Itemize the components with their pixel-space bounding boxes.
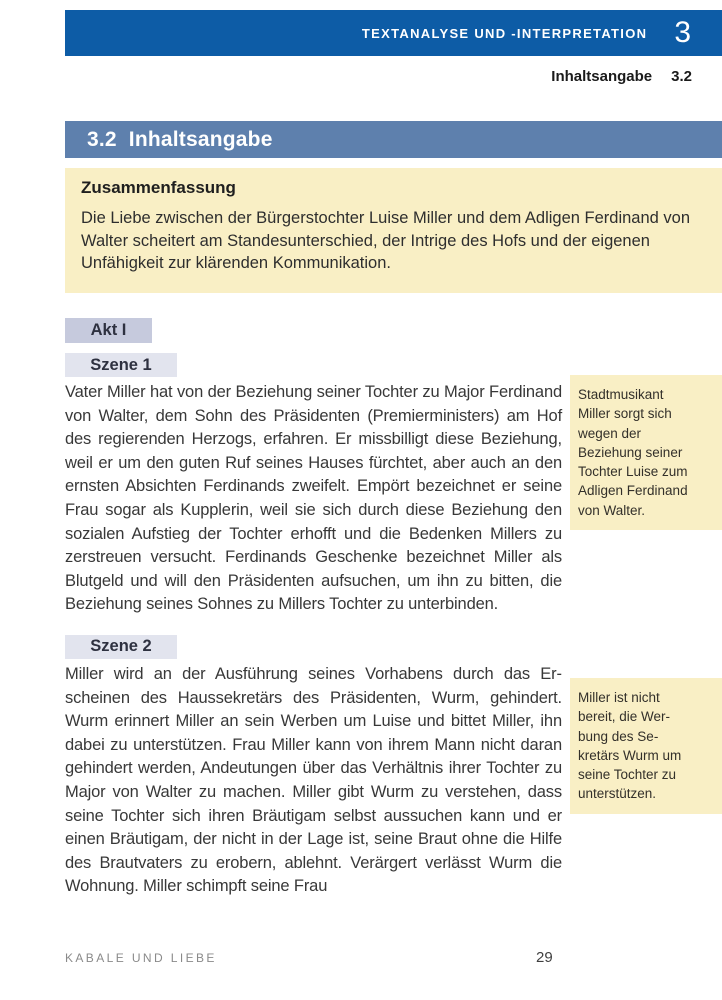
scene-1-label: Szene 1 — [65, 353, 177, 377]
chapter-number: 3 — [674, 16, 691, 49]
summary-text: Die Liebe zwischen der Bürgerstochter Luise Miller und dem Adligen Ferdinand von Walter scheitert am Standesunterschied, der Intrige des Hofs und der eigenen Unfähigkeit zur klärenden Kommunikation. — [81, 209, 691, 272]
scene-2-text: Miller wird an der Ausführung seines Vorhabens durch das Erscheinen des Haussekretärs des Präsidenten, Wurm, gehindert. Wurm erinnert Miller an sein Werben um Luise und bittet Miller, ihn dabei zu unterstützen. Frau Miller kann von ihrem Mann nicht daran gehindert werden, Andeutungen über das Verhältnis ihrer Tochter zu Major von Walter zu machen. Miller gibt Wurm zu verstehen, dass seine Tochter sich ihren Bräutigam selbst aussuchen kann und er einen Bräutigam, der nicht in der Lage ist, seine Braut ohne die Hilfe des Brautvaters zu erobern, ablehnt. Verärgert verlässt Wurm die Wohnung. Miller schimpft seine Frau — [65, 664, 562, 896]
footer-page-number: 29 — [536, 949, 553, 966]
breadcrumb-number: 3.2 — [671, 68, 692, 85]
section-heading-number: 3.2 — [87, 127, 117, 151]
section-heading — [65, 121, 722, 158]
scene-1-text: Vater Miller hat von der Beziehung seiner Tochter zu Major Ferdinand von Walter, dem Sohn des Präsidenten (Premierministers) am Hof des regierenden Herzogs, erfahren. Er missbilligt diese Beziehung, weil er um den guten Ruf seines Hauses fürchtet, aber auch an den ernsten Absichten Ferdinands zweifelt. Empört bezeichnet er seine Frau sogar als Kupplerin, weil sie sich durch diese Beziehung den sozialen Aufstieg der Tochter erhofft und die Bedenken Millers zu zerstreuen versucht. Ferdinands Geschenke bezeichnet Miller als Blutgeld und will den Präsidenten aufsuchen, um ihn zu bitten, die Beziehung seines Sohnes zu Millers Tochter zu unterbinden. — [65, 383, 562, 614]
margin-note-scene-1: Stadtmusikant Miller sorgt sich wegen der Beziehung seiner Tochter Luise zum Adligen Ferdinand von Walter. — [570, 375, 722, 530]
margin-note-scene-2: Miller ist nicht bereit, die Werbung des Sekretärs Wurm um seine Tochter zu unterstützen. — [570, 678, 722, 814]
summary-title: Zusammenfassung — [81, 178, 236, 197]
chapter-header-title: TEXTANALYSE UND -INTERPRETATION — [361, 25, 648, 41]
section-heading-title: Inhaltsangabe — [128, 127, 273, 151]
scene-2-label: Szene 2 — [65, 635, 177, 659]
summary-box — [65, 168, 722, 293]
breadcrumb — [551, 68, 692, 85]
main-text-column — [65, 318, 562, 917]
footer-book-title: KABALE UND LIEBE — [65, 951, 217, 965]
breadcrumb-label: Inhaltsangabe — [551, 68, 653, 85]
act-label: Akt I — [65, 318, 152, 343]
chapter-header-bar — [65, 10, 722, 56]
